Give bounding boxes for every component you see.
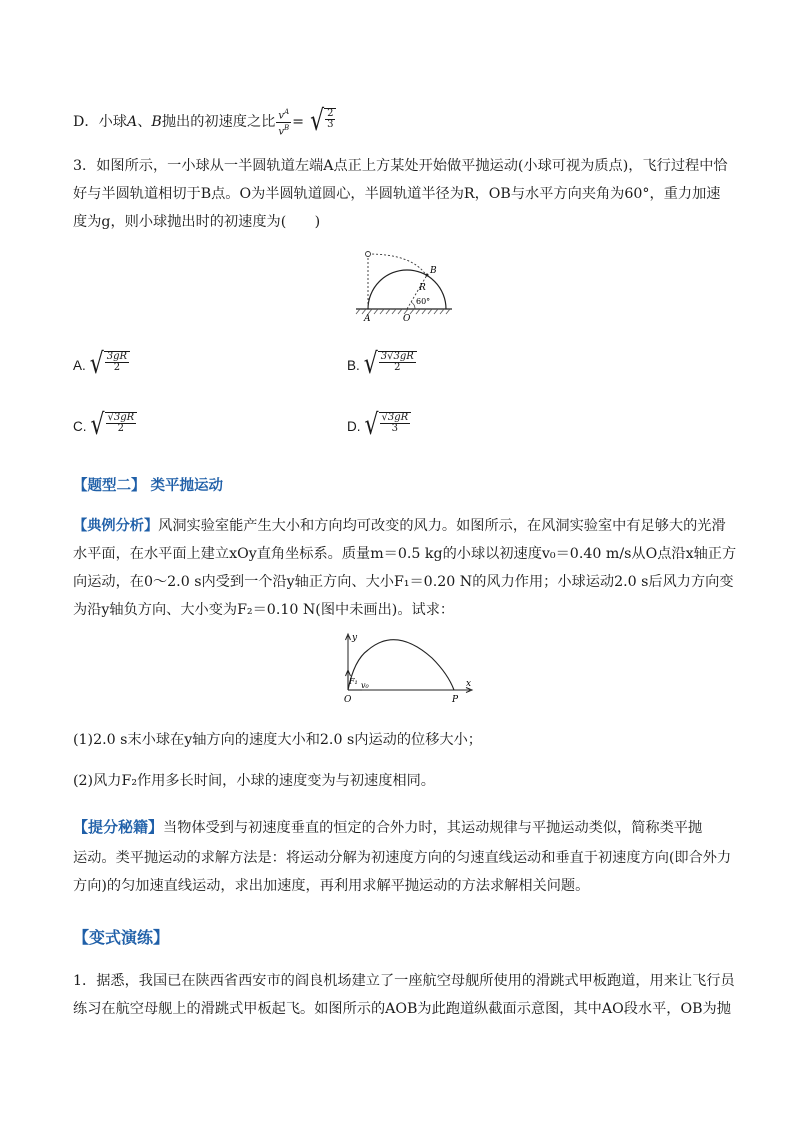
section-title: 【题型二】 类平抛运动 <box>73 477 224 494</box>
force-f1-label: F₁ <box>349 677 358 686</box>
option-d-label: D．小球 <box>73 114 127 130</box>
axis-y-label: y <box>352 633 358 643</box>
option-a[interactable]: A. √ $\frac{3gR}{2}$ <box>73 347 130 383</box>
practice-title: 【变式演练】 <box>73 928 170 947</box>
q3-line-3: 度为g，则小球抛出时的初速度为( ) <box>73 214 321 230</box>
prev-option-d <box>73 104 336 140</box>
tip-line-2: 运动。类平抛运动的求解方法是：将运动分解为初速度方向的匀速直线运动和垂直于初速度方向(即合外力 <box>73 850 732 866</box>
tip-line-3: 方向)的匀加速直线运动，求出加速度，再利用求解平抛运动的方法求解相关问题。 <box>73 878 590 894</box>
axis-x-label: x <box>466 679 472 689</box>
example-line-1: 【典例分析】风洞实验室能产生大小和方向均可改变的风力。如图所示，在风洞实验室中有足够大的光滑 <box>73 518 726 534</box>
origin-label: O <box>344 695 352 705</box>
tip-tag: 【提分秘籍】 <box>73 818 164 836</box>
label-r: R <box>419 283 426 293</box>
tip-line-1: 【提分秘籍】当物体受到与初速度垂直的恒定的合外力时，其运动规律与平抛运动类似，简称类平抛 <box>73 818 703 836</box>
point-p-label: P <box>452 695 459 705</box>
trajectory-figure <box>336 630 476 706</box>
label-a: A <box>364 314 371 322</box>
semicircle-track-figure <box>352 246 462 322</box>
separator: 、 <box>137 114 152 130</box>
practice-line-2: 练习在航空母舰上的滑跳式甲板起飞。如图所示的AOB为此跑道纵截面示意图，其中AO段水平，OB为抛 <box>73 1001 731 1017</box>
sqrt-two-thirds: √ $\frac{2}{3}$ <box>310 104 336 140</box>
example-line-3: 向运动，在0～2.0 s内受到一个沿y轴正方向、大小F₁＝0.20 N的风力作用；小球运动2.0 s后风力方向变 <box>73 574 734 590</box>
ball-a-label: A <box>126 114 138 130</box>
velocity-v0-label: v₀ <box>361 681 369 690</box>
option-d[interactable]: D. √ $\frac{√3gR}{3}$ <box>347 408 411 444</box>
example-line-4: 为沿y轴负方向、大小变为F₂＝0.10 N(图中未画出)。试求： <box>73 602 455 618</box>
label-b: B <box>430 266 437 276</box>
example-question-2: (2)风力F₂作用多长时间，小球的速度变为与初速度相同。 <box>73 773 435 789</box>
velocity-ratio: $\frac{v^A}{v^B}$ <box>278 108 290 137</box>
ball-b-label: B <box>151 114 162 130</box>
label-o: O <box>403 314 411 322</box>
example-line-2: 水平面，在水平面上建立xOy直角坐标系。质量m＝0.5 kg的小球以初速度v₀＝0.40 m/s从O点沿x轴正方 <box>73 546 737 562</box>
option-c[interactable]: C. √ $\frac{√3gR}{2}$ <box>73 408 137 444</box>
example-tag: 【典例分析】 <box>73 518 159 534</box>
practice-line-1: 1．据悉，我国已在陕西省西安市的阎良机场建立了一座航空母舰所使用的滑跳式甲板跑道，用来让飞行员 <box>73 973 735 989</box>
label-angle: 60° <box>416 297 431 306</box>
q3-line-1: 3．如图所示，一小球从一半圆轨道左端A点正上方某处开始做平抛运动(小球可视为质点)，飞行过程中恰 <box>73 158 728 174</box>
option-d-text: 抛出的初速度之比 <box>161 114 276 130</box>
q3-line-2: 好与半圆轨道相切于B点。O为半圆轨道圆心，半圆轨道半径为R，OB与水平方向夹角为60°，重力加速 <box>73 186 721 202</box>
equals-sign: = <box>292 114 305 130</box>
example-question-1: (1)2.0 s末小球在y轴方向的速度大小和2.0 s内运动的位移大小； <box>73 732 482 748</box>
option-b[interactable]: B. √ $\frac{3√3gR}{2}$ <box>347 347 417 383</box>
